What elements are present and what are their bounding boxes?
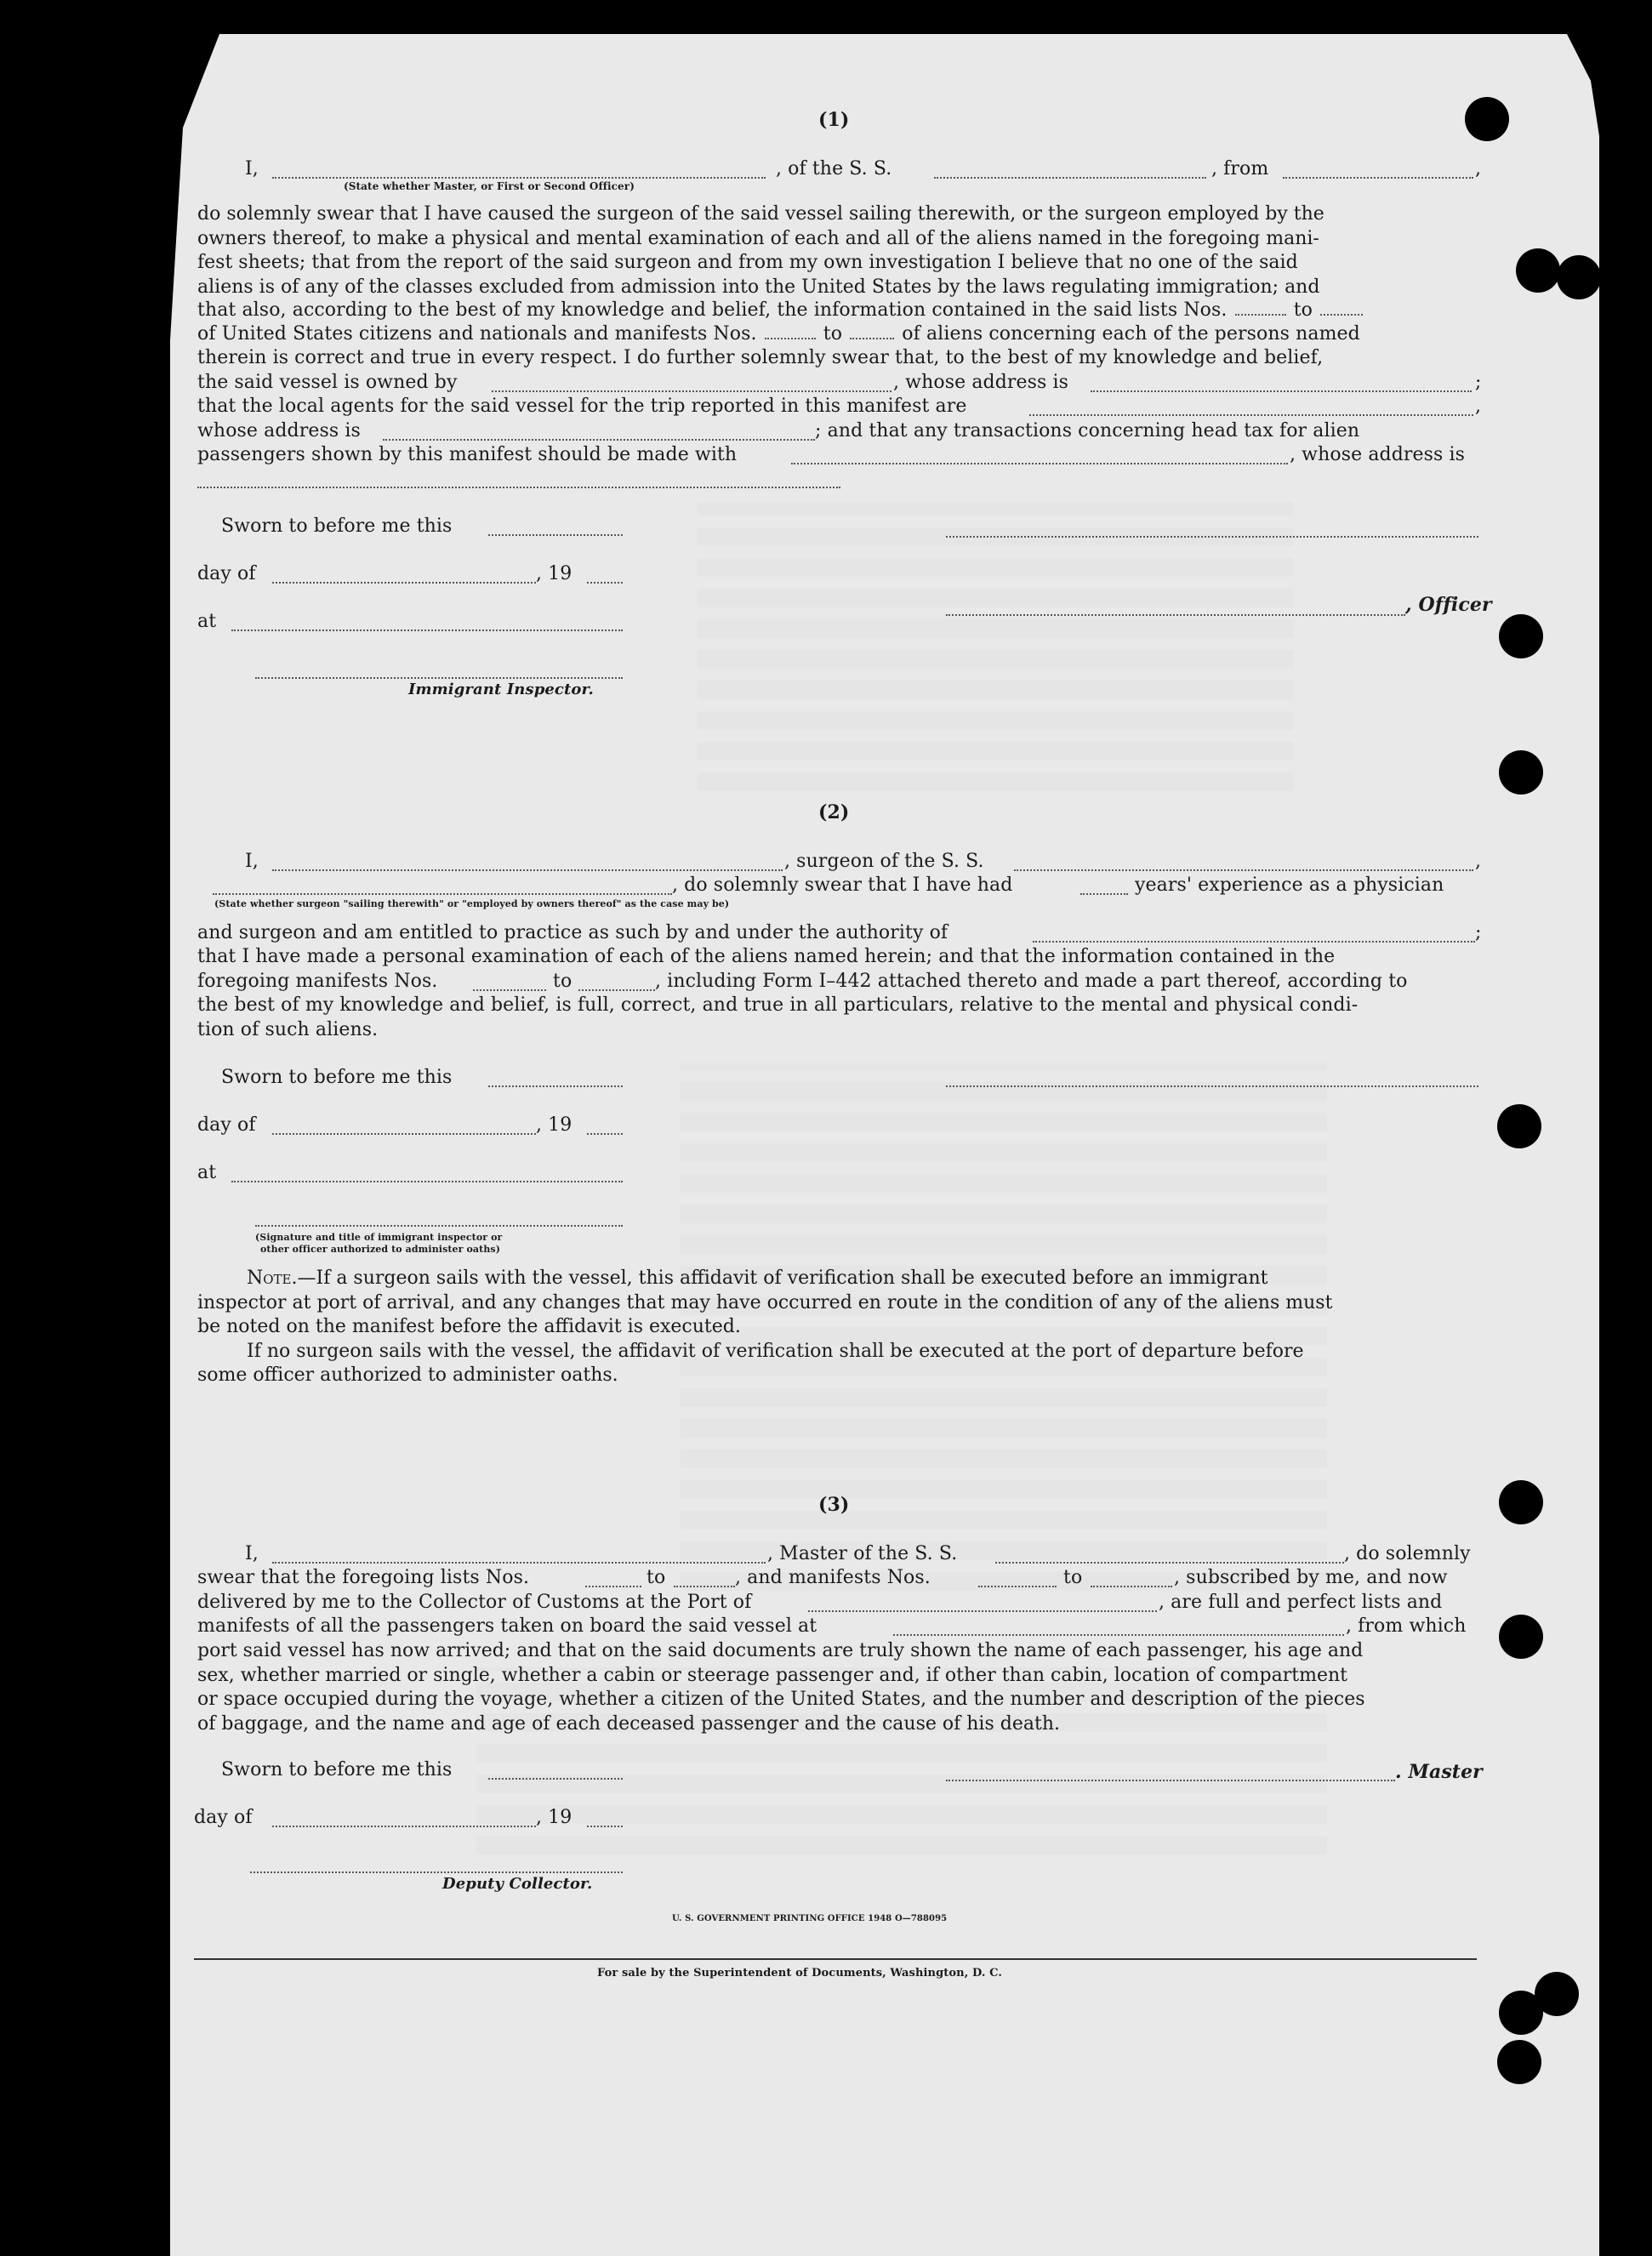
sworn-label: Sworn to before me this	[221, 1759, 453, 1780]
owner-field[interactable]	[492, 390, 892, 392]
surgeon-i-label: I,	[245, 851, 259, 872]
surgeon-name-field[interactable]	[272, 869, 783, 871]
footer-rule	[194, 1958, 1477, 1960]
section-1-paragraph	[197, 202, 1482, 299]
from-port-field[interactable]	[1283, 177, 1473, 179]
to-label: to	[823, 323, 843, 345]
day-of-field[interactable]	[272, 1826, 536, 1827]
to-label: to	[553, 971, 573, 992]
at-label: at	[197, 611, 217, 632]
at-place-field[interactable]	[231, 1181, 623, 1182]
punch-hole	[1499, 1480, 1543, 1524]
section-3-number: (3)	[818, 1494, 850, 1516]
lists-to-field[interactable]	[1320, 314, 1363, 316]
master-manifests-from-field[interactable]	[978, 1586, 1057, 1587]
sworn-day-field[interactable]	[488, 1778, 623, 1780]
manifests-line	[197, 323, 1360, 345]
manifests-to-field[interactable]	[850, 338, 894, 339]
knowledge-line: the best of my knowledge and belief, is full, correct, and true in all particulars, relative to the mental and physical condi-	[197, 994, 1359, 1016]
year-field[interactable]	[587, 1826, 623, 1827]
full-lists-text: , are full and perfect lists and	[1159, 1592, 1443, 1613]
year-field[interactable]	[587, 582, 623, 584]
boarding-port-field[interactable]	[893, 1634, 1344, 1636]
paragraph-line: port said vessel has now arrived; and that on the said documents are truly shown the name of each passenger, his age and	[197, 1640, 1364, 1661]
paragraph-line: aliens is of any of the classes excluded from admission into the United States by the laws regulating immigration; and	[197, 276, 1320, 298]
manifests-text: of United States citizens and nationals and manifests Nos.	[197, 323, 757, 345]
examination-line: that I have made a personal examination of each of the aliens named herein; and that the information contained in the	[197, 946, 1336, 967]
to-label: to	[1063, 1567, 1083, 1588]
section-2-number: (2)	[818, 801, 850, 823]
master-vessel-field[interactable]	[995, 1562, 1344, 1564]
lists-text: that also, according to the best of my knowledge and belief, the information contained in the said lists Nos.	[197, 299, 1228, 321]
master-manifests-to-field[interactable]	[1091, 1586, 1172, 1587]
lists-line	[197, 299, 1364, 321]
printing-office-line: U. S. GOVERNMENT PRINTING OFFICE 1948 O—788095	[672, 1914, 948, 1923]
punch-hole	[1497, 2040, 1541, 2084]
agents-address-label: whose address is	[197, 420, 361, 442]
note-line: inspector at port of arrival, and any changes that may have occurred en route in the condition of any of the aliens must	[197, 1291, 1333, 1313]
subscribed-text: , subscribed by me, and now	[1174, 1567, 1448, 1588]
owner-address-field[interactable]	[1091, 390, 1472, 392]
day-of-label: day of	[197, 563, 256, 584]
day-of-label: day of	[194, 1807, 253, 1828]
note-line: If no surgeon sails with the vessel, the affidavit of verification shall be executed at the port of departure before	[247, 1340, 1304, 1362]
day-of-field[interactable]	[272, 582, 536, 584]
paragraph-line: or space occupied during the voyage, whether a citizen of the United States, and the number and description of the pieces	[197, 1689, 1365, 1710]
signature-note: other officer authorized to administer oaths)	[260, 1244, 501, 1255]
foregoing-lists-label: swear that the foregoing lists Nos.	[197, 1567, 530, 1588]
aliens-line: tion of such aliens.	[197, 1019, 379, 1040]
sworn-day-field[interactable]	[488, 534, 623, 536]
of-the-ss-label: , of the S. S.	[776, 158, 892, 179]
paragraph-line: sex, whether married or single, whether a cabin or steerage passenger and, if other than cabin, location of compartment	[197, 1664, 1347, 1686]
authority-label: and surgeon and am entitled to practice as such by and under the authority of	[197, 922, 948, 943]
punch-hole	[1497, 1104, 1541, 1148]
officer-name-field[interactable]	[272, 177, 766, 179]
surgeon-status-field[interactable]	[213, 893, 672, 895]
port-of-field[interactable]	[808, 1610, 1157, 1612]
officer-rank-note: (State whether Master, or First or Second Officer)	[344, 180, 635, 192]
surgeon-manifests-to-field[interactable]	[578, 989, 655, 991]
sworn-label: Sworn to before me this	[221, 516, 453, 537]
officer-title-field[interactable]	[946, 614, 1405, 616]
foregoing-manifests-label: foregoing manifests Nos.	[197, 971, 438, 992]
inspector-signature-field[interactable]	[255, 677, 623, 679]
owned-end: ;	[1475, 372, 1482, 393]
manifests-from-field[interactable]	[765, 338, 816, 339]
note-paragraph	[197, 1267, 1482, 1388]
to-label: to	[1293, 299, 1313, 321]
punch-hole	[1499, 1615, 1543, 1659]
surgeon-signature-line[interactable]	[946, 1085, 1478, 1087]
year-field[interactable]	[587, 1133, 623, 1135]
note-line: some officer authorized to administer oaths.	[197, 1364, 618, 1386]
manifests-text-end: of aliens concerning each of the persons named	[902, 323, 1360, 345]
for-sale-line: For sale by the Superintendent of Documents, Washington, D. C.	[597, 1967, 1002, 1980]
master-of-ss-label: , Master of the S. S.	[767, 1543, 958, 1564]
head-tax-address-field[interactable]	[197, 487, 840, 488]
punch-hole	[1465, 97, 1509, 141]
from-which-text: , from which	[1346, 1615, 1467, 1637]
at-label: at	[197, 1162, 217, 1183]
day-of-field[interactable]	[272, 1133, 536, 1135]
oath-i-label: I,	[245, 158, 259, 179]
inspector-signature-field[interactable]	[255, 1225, 623, 1227]
year-label: , 19	[536, 563, 573, 584]
punch-hole	[1535, 1972, 1579, 2016]
deputy-collector-label: Deputy Collector.	[442, 1875, 593, 1893]
authority-field[interactable]	[1033, 941, 1475, 943]
taken-on-board-label: manifests of all the passengers taken on board the said vessel at	[197, 1615, 817, 1637]
section-1-number: (1)	[818, 109, 850, 131]
note-line	[197, 1267, 1482, 1291]
vessel-name-field[interactable]	[934, 177, 1206, 179]
agents-address-field[interactable]	[383, 439, 815, 441]
note-line: be noted on the manifest before the affidavit is executed.	[197, 1316, 741, 1337]
authority-end: ;	[1475, 922, 1482, 943]
officer-label: , Officer	[1405, 594, 1492, 616]
line1-end: ,	[1475, 158, 1482, 179]
form-i442-text: , including Form I–442 attached thereto and made a part thereof, according to	[655, 971, 1408, 992]
surgeon-manifests-from-field[interactable]	[473, 989, 546, 991]
collector-label: delivered by me to the Collector of Customs at the Port of	[197, 1592, 752, 1613]
surgeon-vessel-field[interactable]	[1014, 869, 1473, 871]
master-signature-line[interactable]	[946, 1780, 1395, 1781]
punch-hole	[1516, 248, 1560, 293]
master-lists-to-field[interactable]	[674, 1586, 735, 1587]
surgeon-of-ss-label: , surgeon of the S. S.	[784, 851, 984, 872]
head-tax-party-field[interactable]	[791, 463, 1288, 464]
surgeon-line-end: ,	[1475, 851, 1482, 872]
correct-line: therein is correct and true in every respect. I do further solemnly swear that, to the best of my knowledge and belief,	[197, 347, 1324, 368]
deputy-signature-field[interactable]	[250, 1871, 623, 1873]
inspector-label: Immigrant Inspector.	[408, 681, 594, 698]
note-text: —If a surgeon sails with the vessel, this affidavit of verification shall be executed before an immigrant	[297, 1268, 1268, 1289]
sworn-day-field[interactable]	[488, 1085, 623, 1087]
note-label: Note.	[247, 1268, 298, 1289]
head-tax-address-label: , whose address is	[1290, 444, 1466, 465]
paragraph-line: owners thereof, to make a physical and mental examination of each and all of the aliens named in the foregoing mani-	[197, 227, 1319, 249]
surgeon-status-note: (State whether surgeon "sailing therewith" or "employed by owners thereof" as the case may be)	[214, 898, 730, 909]
do-solemnly-text: , do solemnly	[1344, 1543, 1471, 1564]
to-label: to	[647, 1567, 666, 1588]
lists-from-field[interactable]	[1235, 314, 1286, 316]
passengers-label: passengers shown by this manifest should be made with	[197, 444, 738, 465]
swear-years-text: , do solemnly swear that I have had	[672, 874, 1013, 896]
bleed-through	[698, 502, 1293, 791]
year-label: , 19	[536, 1114, 573, 1136]
agents-field[interactable]	[1029, 414, 1473, 416]
punch-hole	[1499, 614, 1543, 658]
and-manifests-label: , and manifests Nos.	[735, 1567, 931, 1588]
paragraph-line: fest sheets; that from the report of the said surgeon and from my own investigation I believe that no one of the said	[197, 252, 1298, 273]
year-label: , 19	[536, 1807, 573, 1828]
officer-signature-line[interactable]	[946, 536, 1478, 538]
head-tax-text: ; and that any transactions concerning head tax for alien	[815, 420, 1360, 442]
section-3-paragraph	[197, 1639, 1482, 1736]
whose-address-label: , whose address is	[893, 372, 1069, 393]
paragraph-line: do solemnly swear that I have caused the surgeon of the said vessel sailing therewith, or the surgeon employed by the	[197, 203, 1324, 225]
master-lists-from-field[interactable]	[585, 1586, 641, 1587]
owned-by-label: the said vessel is owned by	[197, 372, 458, 393]
agents-end: ,	[1475, 396, 1482, 417]
master-i-label: I,	[245, 1543, 259, 1564]
paragraph-line: of baggage, and the name and age of each deceased passenger and the cause of his death.	[197, 1712, 1060, 1735]
punch-hole	[1499, 750, 1543, 795]
from-label: , from	[1211, 158, 1269, 179]
signature-note: (Signature and title of immigrant inspector or	[255, 1232, 503, 1243]
years-experience-field[interactable]	[1080, 893, 1128, 895]
at-place-field[interactable]	[231, 630, 623, 631]
agents-label: that the local agents for the said vessel for the trip reported in this manifest are	[197, 396, 967, 417]
day-of-label: day of	[197, 1114, 256, 1136]
master-label: . Master	[1395, 1761, 1483, 1783]
years-physician-text: years' experience as a physician	[1135, 874, 1444, 896]
punch-hole	[1557, 255, 1601, 299]
master-name-field[interactable]	[272, 1562, 766, 1564]
sworn-label: Sworn to before me this	[221, 1067, 453, 1088]
